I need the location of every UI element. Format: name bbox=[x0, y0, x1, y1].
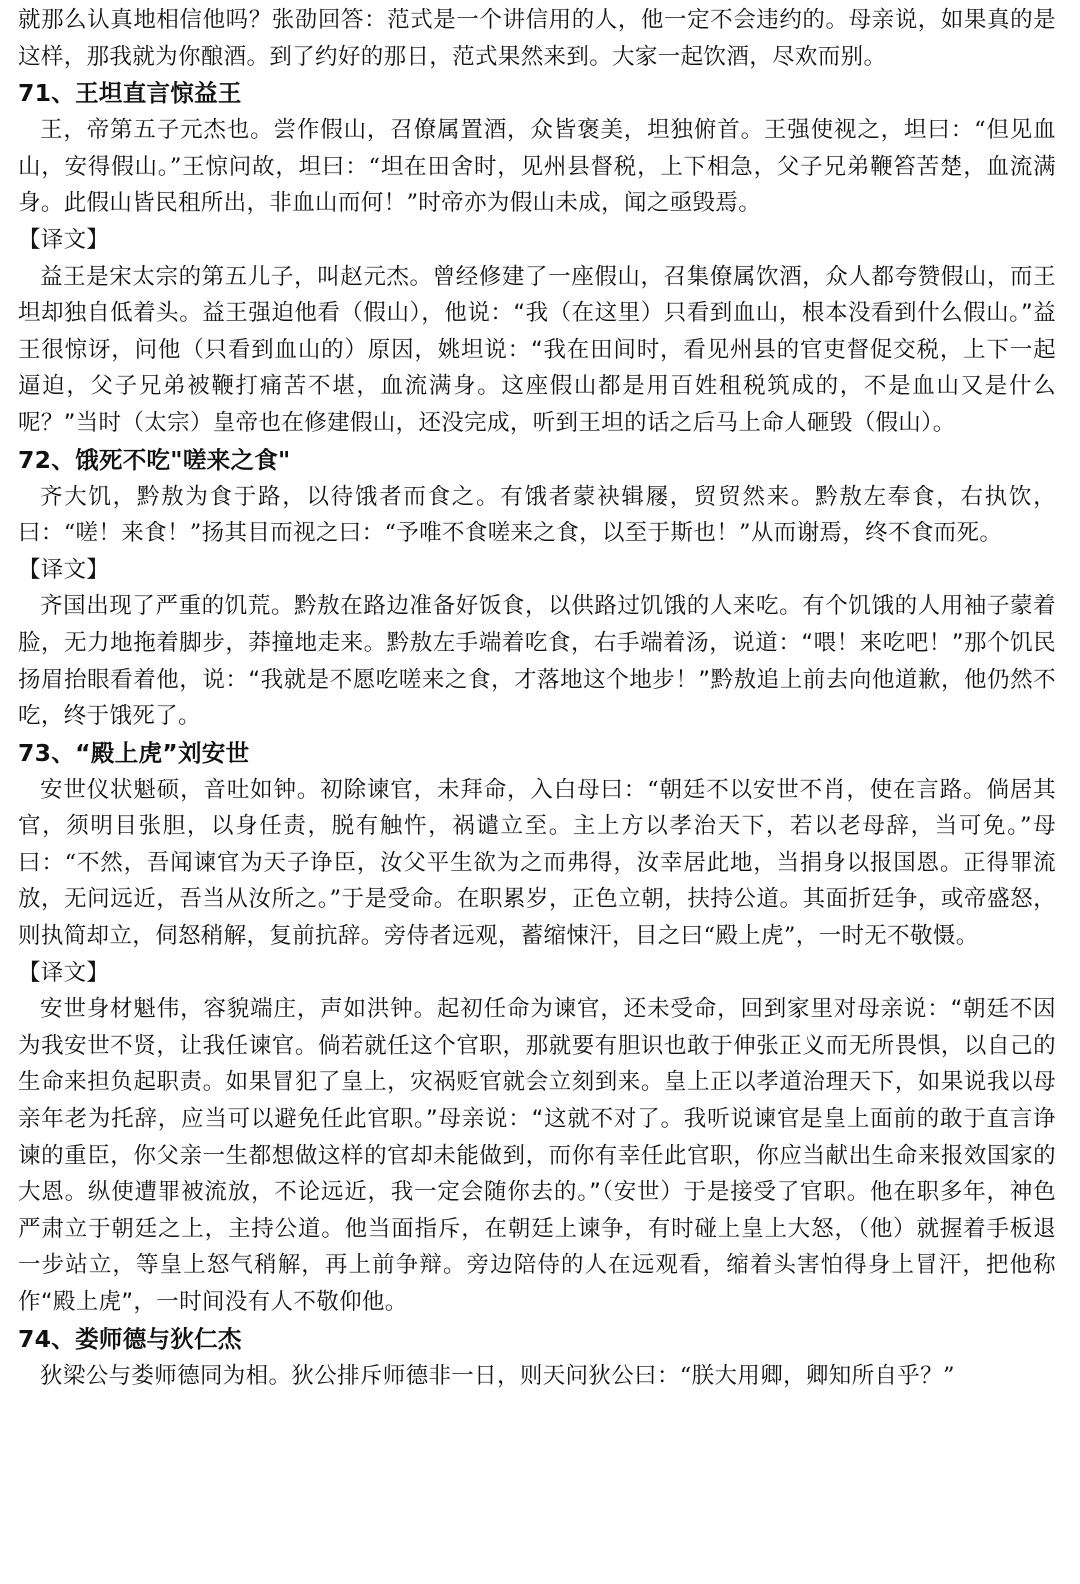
section-71 bbox=[18, 75, 1056, 441]
translation-label: 【译文】 bbox=[18, 556, 110, 583]
original-text: 齐大饥，黔敖为食于路，以待饿者而食之。有饿者蒙袂辑屦，贸贸然来。黔敖左奉食，右执饮，曰：“嗟！来食！”扬其目而视之曰：“予唯不食嗟来之食，以至于斯也！”从而谢焉，终不食而死。 bbox=[18, 483, 1056, 547]
translation-label: 【译文】 bbox=[18, 959, 110, 986]
section-73 bbox=[18, 735, 1056, 1321]
original-text: 安世仪状魁硕，音吐如钟。初除谏官，未拜命，入白母曰：“朝廷不以安世不肖，使在言路。倘居其官，须明目张胆，以身任责，脱有触忤，祸谴立至。主上方以孝治天下，若以老母辞，当可免。”母曰：“不然，吾闻谏官为天子诤臣，汝父平生欲为之而弗得，汝幸居此地，当捐身以报国恩。正得罪流放，无问远近，吾当从汝所之。”于是受命。在职累岁，正色立朝，扶持公道。其面折廷争，或帝盛怒，则执简却立，伺怒稍解，复前抗辞。旁侍者远观，蓄缩悚汗，目之曰“殿上虎”，一时无不敬慑。 bbox=[18, 776, 1056, 950]
translation-text: 益王是宋太宗的第五儿子，叫赵元杰。曾经修建了一座假山，召集僚属饮酒，众人都夸赞假山，而王坦却独自低着头。益王强迫他看（假山），他说：“我（在这里）只看到血山，根本没看到什么假山。”益王很惊讶，问他（只看到血山的）原因，姚坦说：“我在田间时，看见州县的官吏督促交税，上下一起逼迫，父子兄弟被鞭打痛苦不堪，血流满身。这座假山都是用百姓租税筑成的，不是血山又是什么呢？”当时（太宗）皇帝也在修建假山，还没完成，听到王坦的话之后马上命人砸毁（假山）。 bbox=[18, 263, 1056, 436]
original-text: 王，帝第五子元杰也。尝作假山，召僚属置酒，众皆褒美，坦独俯首。王强使视之，坦曰：“但见血山，安得假山。”王惊问故，坦曰：“坦在田舍时，见州县督税，上下相急，父子兄弟鞭笞苦楚，血流满身。此假山皆民租所出，非血山而何！”时帝亦为假山未成，闻之亟毁焉。 bbox=[18, 117, 1056, 217]
section-title: 72、饿死不吃"嗟来之食" bbox=[18, 445, 291, 474]
translation-label: 【译文】 bbox=[18, 226, 110, 253]
translation-text: 安世身材魁伟，容貌端庄，声如洪钟。起初任命为谏官，还未受命，回到家里对母亲说：“朝廷不因为我安世不贤，让我任谏官。倘若就任这个官职，那就要有胆识也敢于伸张正义而无所畏惧，以自己的生命来担负起职责。如果冒犯了皇上，灾祸贬官就会立刻到来。皇上正以孝道治理天下，如果说我以母亲年老为托辞，应当可以避免任此官职。”母亲说：“这就不对了。我听说谏官是皇上面前的敢于直言诤谏的重臣，你父亲一生都想做这样的官却未能做到，而你有幸任此官职，你应当献出生命来报效国家的大恩。纵使遭罪被流放，不论远近，我一定会随你去的。”（安世）于是接受了官职。他在职多年，神色严肃立于朝廷之上，主持公道。他当面指斥，在朝廷上谏争，有时碰上皇上大怒，（他）就握着手板退一步站立，等皇上怒气稍解，再上前争辩。旁边陪侍的人在远观看，缩着头害怕得身上冒汗，把他称作“殿上虎”，一时间没有人不敬仰他。 bbox=[18, 996, 1056, 1315]
section-title: 74、娄师德与狄仁杰 bbox=[18, 1324, 242, 1353]
translation-text: 齐国出现了严重的饥荒。黔敖在路边准备好饭食，以供路过饥饿的人来吃。有个饥饿的人用袖子蒙着脸，无力地拖着脚步，莽撞地走来。黔敖左手端着吃食，右手端着汤，说道：“喂！来吃吧！”那个饥民扬眉抬眼看着他，说：“我就是不愿吃嗟来之食，才落地这个地步！”黔敖追上前去向他道歉，他仍然不吃，终于饿死了。 bbox=[18, 593, 1056, 730]
section-title: 71、王坦直言惊益王 bbox=[18, 79, 242, 108]
intro-paragraph: 就那么认真地相信他吗？张劭回答：范式是一个讲信用的人，他一定不会违约的。母亲说，如果真的是这样，那我就为你酿酒。到了约好的那日，范式果然来到。大家一起饮酒，尽欢而别。 bbox=[18, 7, 1056, 70]
section-74 bbox=[18, 1321, 1056, 1395]
original-text: 狄梁公与娄师德同为相。狄公排斥师德非一日，则天问狄公曰：“朕大用卿，卿知所自乎？” bbox=[40, 1362, 955, 1389]
section-title: 73、“殿上虎”刘安世 bbox=[18, 738, 250, 767]
section-72 bbox=[18, 442, 1056, 735]
